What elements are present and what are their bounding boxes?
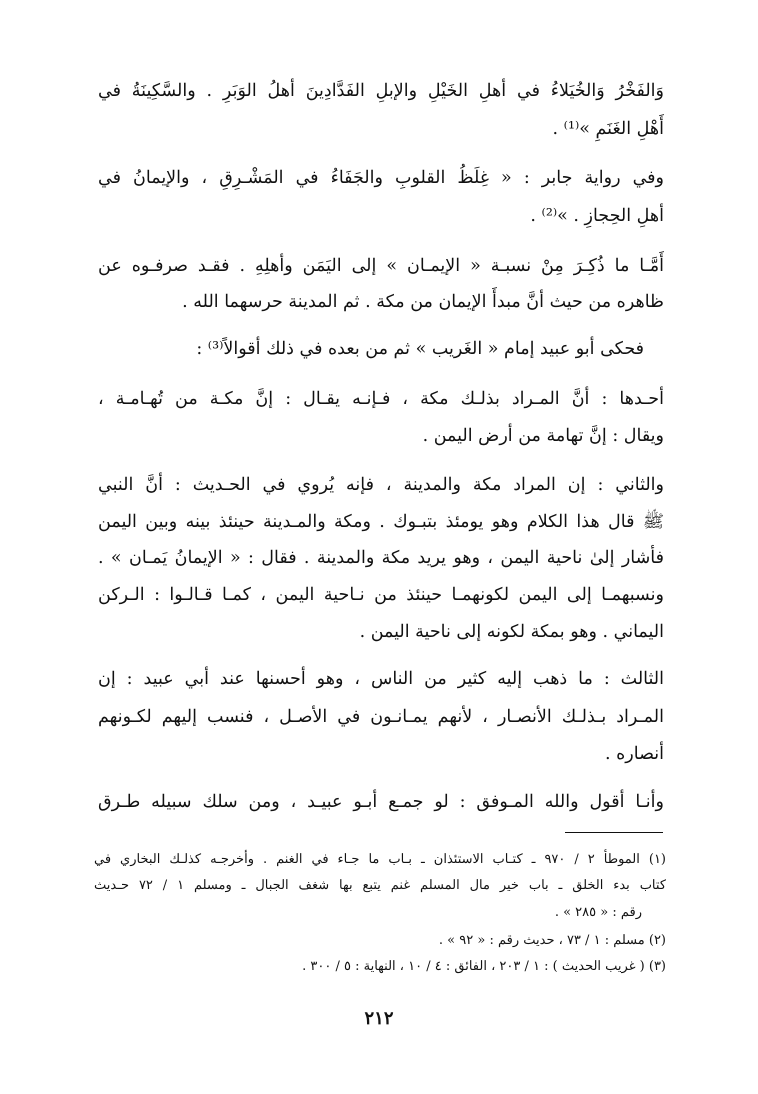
text-line: والثاني : إن المراد مكة والمدينة ، فإنه يُروي في الحـديث : أنَّ النبي <box>98 475 664 495</box>
text-line: اليماني . وهو بمكة لكونه إلى ناحية اليمن . <box>359 622 664 642</box>
text-line: ويقال : إنَّ تهامة من أرض اليمن . <box>422 426 664 446</box>
footnote-line: كتاب بدء الخلق ـ باب خير مال المسلم غنم يتبع بها شغف الجبال ـ ومسلم ١ / ٧٢ حـديث <box>94 878 666 893</box>
text-line: فأشار إلىٰ ناحية اليمن ، وهو يريد مكة والمدينة . فقال : « الإيمانُ يَمـان » . <box>98 548 664 568</box>
text-line: أَهْلِ الغَنَمِ »⁽¹⁾ . <box>552 119 664 139</box>
page-number: ٢١٢ <box>364 1008 394 1029</box>
footnote-line: (٢) مسلم : ١ / ٧٣ ، حديث رقم : « ٩٢ » . <box>438 933 666 948</box>
text-line: المـراد بـذلـك الأنصـار ، لأنهم يمـانـون في الأصـل ، فنسب إليهم لكـونهم <box>98 707 664 727</box>
footnote-line: (٣) ( غريب الحديث ) : ١ / ٢٠٣ ، الفائق : ٤ / ١٠ ، النهاية : ٥ / ٣٠٠ . <box>302 959 666 974</box>
text-line: وأنـا أقول والله المـوفق : لو جمـع أبـو عبيـد ، ومن سلك سبيله طـرق <box>98 792 664 812</box>
text-line: وفي رواية جابر : « غِلَظُ القلوبِ والجَفَاءُ في المَشْـرِقِ ، والإيمانُ في <box>98 168 664 188</box>
footnote-separator <box>565 832 663 833</box>
footnote-line: رقم : « ٢٨٥ » . <box>554 905 642 920</box>
text-line: أحـدها : أنَّ المـراد بذلـك مكة ، فـإنـه يقـال : إنَّ مكـة من تُهـامـة ، <box>98 389 664 409</box>
text-line: أهلِ الحِجازِ . »⁽²⁾ . <box>530 206 664 226</box>
text-line: الثالث : ما ذهب إليه كثير من الناس ، وهو أحسنها عند أبي عبيد : إن <box>98 669 664 689</box>
text-line: فحكى أبو عبيد إمام « الغَريب » ثم من بعده في ذلك أقوالاً⁽³⁾ : <box>196 339 644 359</box>
text-line: ﷺ قال هذا الكلام وهو يومئذ بتبـوك . ومكة والمـدينة حينئذ بينه وبين اليمن <box>98 512 664 532</box>
footnote-line: (١) الموطأ ٢ / ٩٧٠ ـ كتـاب الاستئذان ـ بـاب ما جـاء في الغنم . وأخرجـه كذلـك البخاري في <box>94 852 666 867</box>
text-line: وَالفَخْرُ وَالخُيَلاءُ في أهلِ الخَيْلِ والإبلِ الفَدَّادِينَ أهلُ الوَبَرِ . والسَّكِينَةُ في <box>98 81 664 101</box>
text-line: أَمَّـا ما ذُكِـرَ مِنْ نسبـة « الإيمـان » إلى اليَمَن وأهلِهِ . فقـد صرفـوه عن <box>98 256 664 276</box>
text-line: ونسبهمـا إلى اليمن لكونهمـا حينئذ من نـاحية اليمن ، كمـا قـالـوا : الـركن <box>98 585 664 605</box>
text-line: ظاهره من حيث أنَّ مبدأَ الإيمان من مكة . ثم المدينة حرسهما الله . <box>182 292 664 312</box>
text-line: أنصاره . <box>605 744 664 764</box>
